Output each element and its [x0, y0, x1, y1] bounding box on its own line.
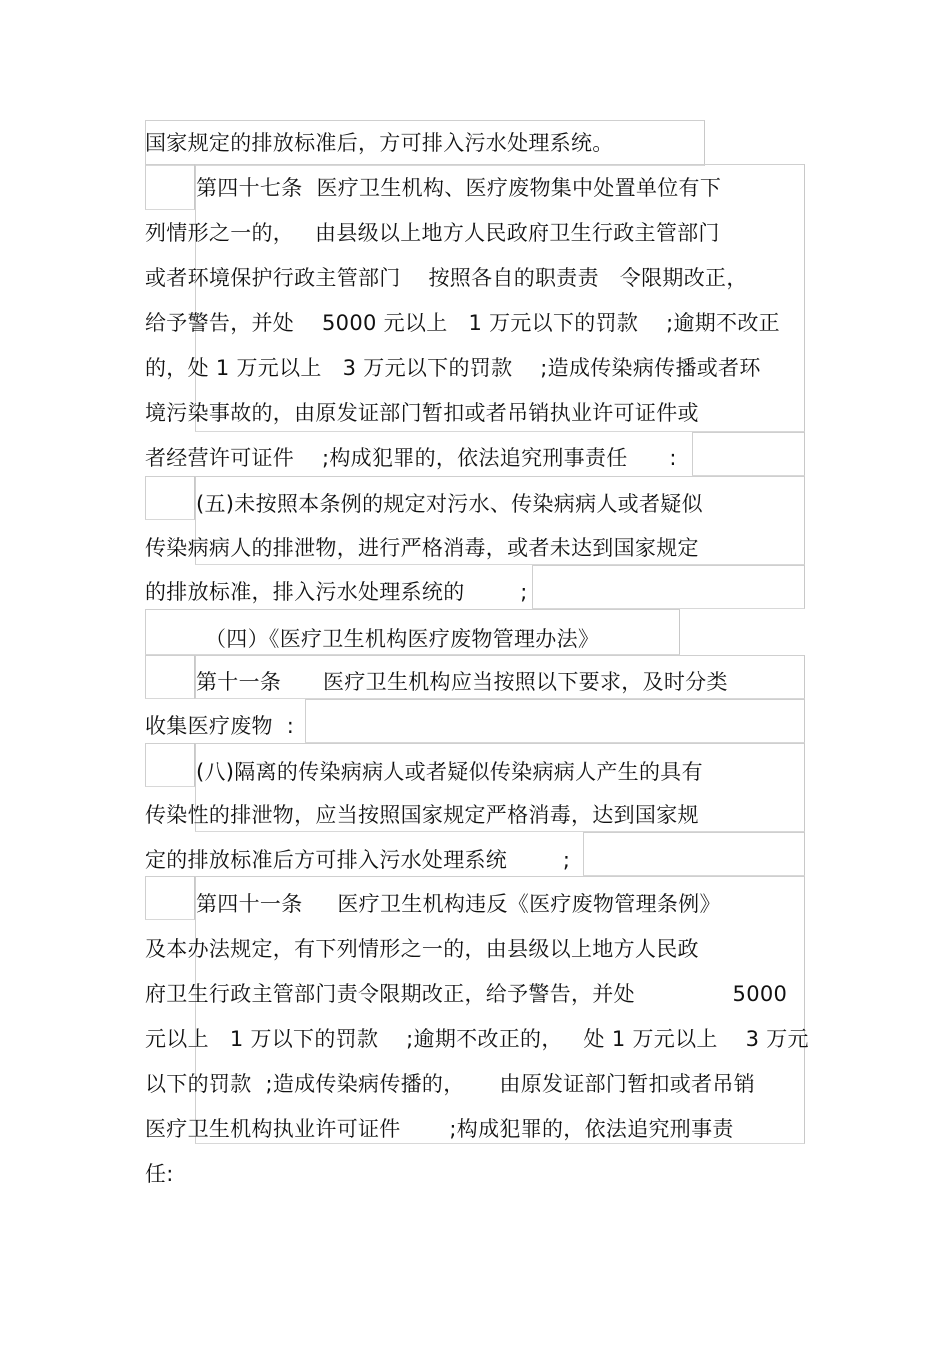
cell-outline	[583, 832, 805, 876]
text-line: 的排放标准，排入污水处理系统的 ;	[145, 580, 528, 604]
cell-outline	[145, 164, 195, 210]
text-line: 医疗卫生机构执业许可证件 ;构成犯罪的，依法追究刑事责	[145, 1117, 734, 1141]
text-line: 传染病病人的排泄物，进行严格消毒，或者未达到国家规定	[145, 536, 699, 560]
cell-outline	[195, 164, 805, 432]
article-heading: 第十一条 医疗卫生机构应当按照以下要求，及时分类	[196, 670, 728, 694]
cell-outline	[692, 432, 805, 476]
text-line: 或者环境保护行政主管部门 按照各自的职责责 令限期改正，	[145, 266, 748, 290]
text-line: 列情形之一的， 由县级以上地方人民政府卫生行政主管部门	[145, 221, 720, 245]
cell-outline	[145, 476, 195, 520]
text-line: 境污染事故的，由原发证部门暂扣或者吊销执业许可证件或	[145, 401, 699, 425]
text-line: 元以上 1 万以下的罚款 ;逾期不改正的， 处 1 万元以上 3 万元	[145, 1027, 809, 1051]
text-line: 的，处 1 万元以上 3 万元以下的罚款 ;造成传染病传播或者环	[145, 356, 761, 380]
cell-outline	[305, 699, 805, 743]
clause-item: (五)未按照本条例的规定对污水、传染病病人或者疑似	[196, 492, 703, 516]
cell-outline	[145, 876, 195, 920]
text-line: 给予警告，并处 5000 元以上 1 万元以下的罚款 ;逾期不改正	[145, 311, 780, 335]
text-line: 国家规定的排放标准后，方可排入污水处理系统。	[145, 131, 614, 155]
text-line: 及本办法规定，有下列情形之一的，由县级以上地方人民政	[145, 937, 699, 961]
article-heading: 第四十一条 医疗卫生机构违反《医疗废物管理条例》	[196, 892, 721, 916]
clause-item: (八)隔离的传染病病人或者疑似传染病病人产生的具有	[196, 760, 703, 784]
text-line: 传染性的排泄物，应当按照国家规定严格消毒，达到国家规	[145, 803, 699, 827]
article-heading: 第四十七条 医疗卫生机构、医疗废物集中处置单位有下	[196, 176, 722, 200]
text-line: 任:	[145, 1162, 174, 1186]
text-line: 以下的罚款 ;造成传染病传播的， 由原发证部门暂扣或者吊销	[145, 1072, 755, 1096]
section-heading: （四）《医疗卫生机构医疗废物管理办法》	[205, 627, 600, 651]
cell-outline	[145, 743, 195, 787]
cell-outline	[532, 565, 805, 609]
text-line: 者经营许可证件 ;构成犯罪的，依法追究刑事责任 :	[145, 446, 677, 470]
text-line: 府卫生行政主管部门责令限期改正，给予警告，并处 5000	[145, 982, 788, 1006]
cell-outline	[145, 655, 195, 699]
text-line: 收集医疗废物 :	[145, 714, 295, 738]
text-line: 定的排放标准后方可排入污水处理系统 ;	[145, 848, 571, 872]
